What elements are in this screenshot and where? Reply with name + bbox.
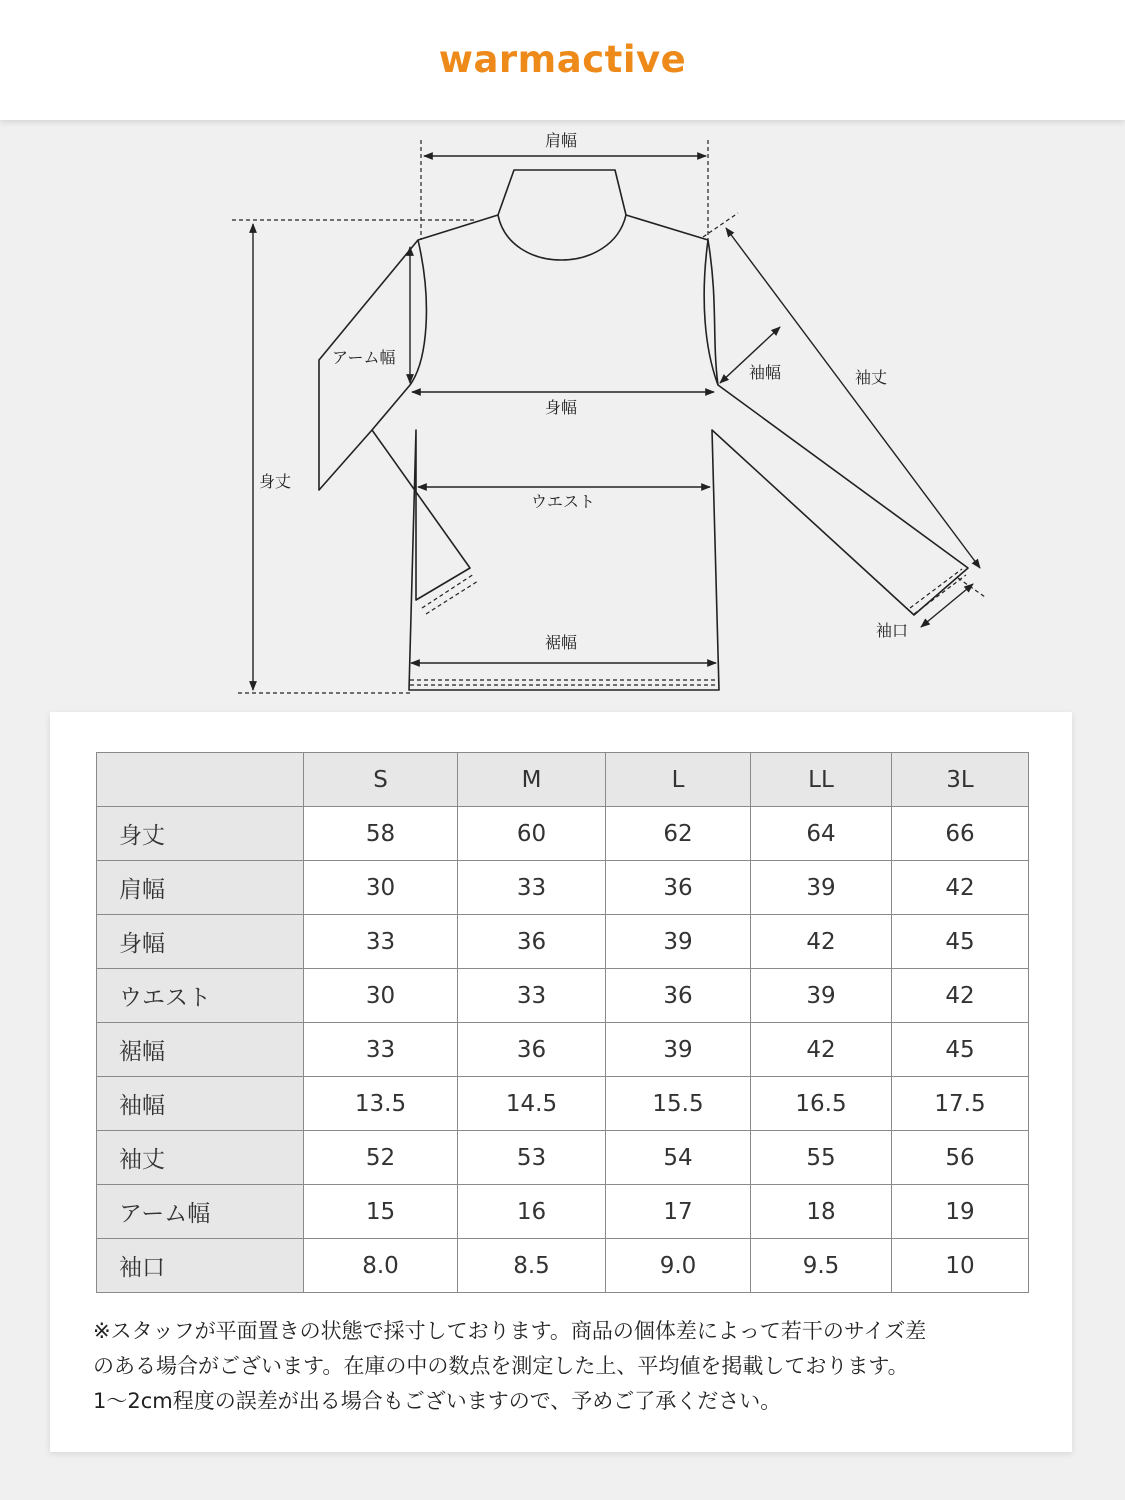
table-header-cell bbox=[97, 753, 304, 807]
table-header-row bbox=[97, 753, 1029, 807]
sleevelength-arrow bbox=[726, 228, 980, 568]
table-cell: 42 bbox=[892, 861, 1029, 915]
row-label: 袖口 bbox=[97, 1239, 304, 1293]
size-table bbox=[96, 752, 1029, 1293]
table-cell: 33 bbox=[458, 861, 606, 915]
table-cell: 8.0 bbox=[304, 1239, 458, 1293]
table-row bbox=[97, 1131, 1029, 1185]
table-header-cell: LL bbox=[751, 753, 892, 807]
table-cell: 52 bbox=[304, 1131, 458, 1185]
table-row bbox=[97, 969, 1029, 1023]
table-cell: 54 bbox=[606, 1131, 751, 1185]
table-cell: 30 bbox=[304, 861, 458, 915]
table-cell: 16 bbox=[458, 1185, 606, 1239]
table-cell: 19 bbox=[892, 1185, 1029, 1239]
table-cell: 62 bbox=[606, 807, 751, 861]
table-row bbox=[97, 1239, 1029, 1293]
table-row bbox=[97, 1077, 1029, 1131]
table-cell: 18 bbox=[751, 1185, 892, 1239]
table-cell: 10 bbox=[892, 1239, 1029, 1293]
collar-line bbox=[498, 215, 626, 260]
table-cell: 45 bbox=[892, 1023, 1029, 1077]
row-label: 袖幅 bbox=[97, 1077, 304, 1131]
table-cell: 45 bbox=[892, 915, 1029, 969]
table-cell: 42 bbox=[892, 969, 1029, 1023]
table-cell: 56 bbox=[892, 1131, 1029, 1185]
table-cell: 33 bbox=[458, 969, 606, 1023]
table-row bbox=[97, 915, 1029, 969]
label-sleeve-length: 袖丈 bbox=[855, 368, 888, 387]
table-row bbox=[97, 807, 1029, 861]
table-header-cell: M bbox=[458, 753, 606, 807]
label-hem-width: 裾幅 bbox=[545, 633, 578, 652]
table-cell: 53 bbox=[458, 1131, 606, 1185]
table-cell: 42 bbox=[751, 1023, 892, 1077]
table-cell: 36 bbox=[458, 915, 606, 969]
row-label: ウエスト bbox=[97, 969, 304, 1023]
label-sleeve-width: 袖幅 bbox=[749, 363, 782, 382]
table-cell: 42 bbox=[751, 915, 892, 969]
row-label: 裾幅 bbox=[97, 1023, 304, 1077]
table-cell: 39 bbox=[751, 861, 892, 915]
label-shoulder-width: 肩幅 bbox=[545, 131, 578, 150]
table-cell: 36 bbox=[606, 861, 751, 915]
table-cell: 58 bbox=[304, 807, 458, 861]
table-cell: 64 bbox=[751, 807, 892, 861]
table-cell: 9.5 bbox=[751, 1239, 892, 1293]
row-label: 袖丈 bbox=[97, 1131, 304, 1185]
table-cell: 15 bbox=[304, 1185, 458, 1239]
table-cell: 30 bbox=[304, 969, 458, 1023]
brand-logo: warmactive bbox=[438, 37, 687, 81]
header-bar bbox=[0, 0, 1125, 120]
row-label: 身丈 bbox=[97, 807, 304, 861]
garment-diagram bbox=[0, 120, 1125, 710]
table-cell: 39 bbox=[751, 969, 892, 1023]
cuff-arrow bbox=[921, 584, 973, 627]
note-line: のある場合がございます。在庫の中の数点を測定した上、平均値を掲載しております。 bbox=[93, 1354, 909, 1378]
table-row bbox=[97, 861, 1029, 915]
table-cell: 66 bbox=[892, 807, 1029, 861]
size-chart-card bbox=[50, 712, 1072, 1452]
label-waist: ウエスト bbox=[531, 492, 596, 511]
measurement-note bbox=[93, 1314, 1043, 1419]
table-header-cell: L bbox=[606, 753, 751, 807]
table-cell: 15.5 bbox=[606, 1077, 751, 1131]
table-cell: 33 bbox=[304, 915, 458, 969]
note-line: 1〜2cm程度の誤差が出る場合もございますので、予めご了承ください。 bbox=[93, 1389, 782, 1413]
row-label: 身幅 bbox=[97, 915, 304, 969]
label-chest-width: 身幅 bbox=[545, 398, 578, 417]
table-cell: 14.5 bbox=[458, 1077, 606, 1131]
table-row bbox=[97, 1185, 1029, 1239]
table-cell: 39 bbox=[606, 915, 751, 969]
table-cell: 17.5 bbox=[892, 1077, 1029, 1131]
note-line: ※スタッフが平面置きの状態で採寸しております。商品の個体差によって若干のサイズ差 bbox=[93, 1319, 927, 1343]
table-cell: 16.5 bbox=[751, 1077, 892, 1131]
table-header-cell: S bbox=[304, 753, 458, 807]
table-cell: 55 bbox=[751, 1131, 892, 1185]
table-cell: 33 bbox=[304, 1023, 458, 1077]
table-header-cell: 3L bbox=[892, 753, 1029, 807]
table-row bbox=[97, 1023, 1029, 1077]
table-cell: 39 bbox=[606, 1023, 751, 1077]
row-label: アーム幅 bbox=[97, 1185, 304, 1239]
table-cell: 13.5 bbox=[304, 1077, 458, 1131]
label-cuff: 袖口 bbox=[876, 621, 909, 640]
table-cell: 8.5 bbox=[458, 1239, 606, 1293]
row-label: 肩幅 bbox=[97, 861, 304, 915]
table-cell: 36 bbox=[458, 1023, 606, 1077]
table-cell: 17 bbox=[606, 1185, 751, 1239]
table-cell: 9.0 bbox=[606, 1239, 751, 1293]
label-body-length: 身丈 bbox=[259, 472, 292, 491]
table-cell: 60 bbox=[458, 807, 606, 861]
table-cell: 36 bbox=[606, 969, 751, 1023]
shirt-outline bbox=[319, 170, 968, 690]
label-arm-width: アーム幅 bbox=[332, 348, 396, 367]
